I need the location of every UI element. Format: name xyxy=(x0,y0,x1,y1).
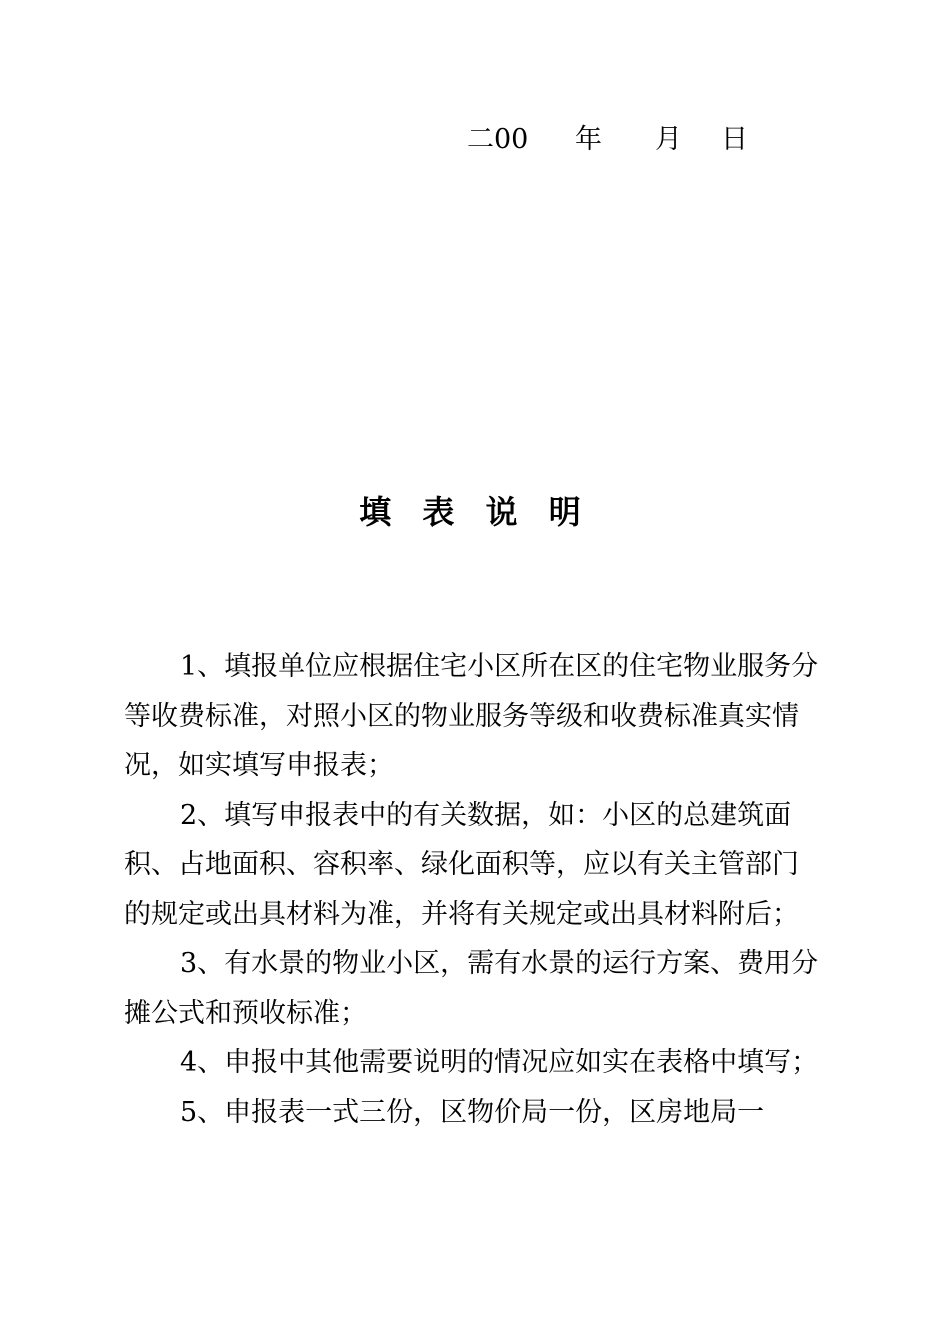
date-month-char: 月 xyxy=(655,124,682,155)
date-line xyxy=(467,120,748,160)
instruction-item-4: 4、申报中其他需要说明的情况应如实在表格中填写； xyxy=(180,1047,819,1078)
date-day-char: 日 xyxy=(721,124,748,155)
date-year-prefix: 二00 xyxy=(467,124,529,155)
instruction-item-3: 3、有水景的物业小区，需有水景的运行方案、费用分摊公式和预收标准； xyxy=(124,948,819,1029)
date-year-char: 年 xyxy=(575,124,602,155)
instruction-item-1: 1、填报单位应根据住宅小区所在区的住宅物业服务分等收费标准，对照小区的物业服务等级和收费标准真实情况，如实填写申报表； xyxy=(124,651,819,781)
instruction-item-2: 2、填写申报表中的有关数据，如：小区的总建筑面积、占地面积、容积率、绿化面积等，应以有关主管部门的规定或出具材料为准，并将有关规定或出具材料附后； xyxy=(124,799,799,930)
page-title: 填 表 说 明 xyxy=(359,493,591,531)
instruction-item-5: 5、申报表一式三份，区物价局一份，区房地局一 xyxy=(180,1096,765,1128)
instructions-list xyxy=(124,642,824,1137)
